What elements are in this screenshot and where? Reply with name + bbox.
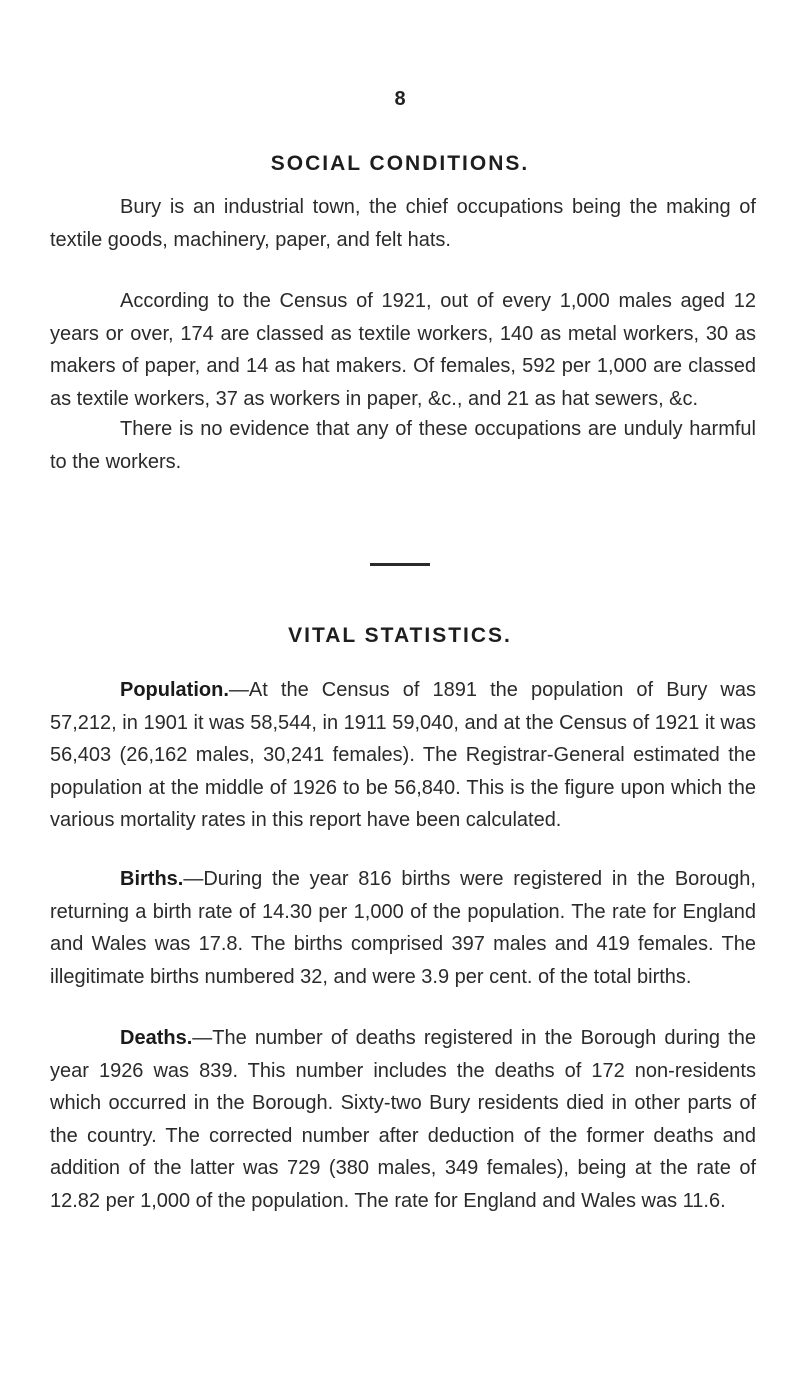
deaths-text: —The number of deaths registered in the Borough during the year 1926 was 839. This number includes the deaths of 172 non-residents which occurred in the Borough. Sixty-two Bury residents died in other parts of the country. The corrected number after deduction of the former deaths and addition of the latter was 729 (380 males, 349 females), being at the rate of 12.82 per 1,000 of the population. The rate for England and Wales was 11.6. [50,1027,756,1212]
paragraph-occupations: Bury is an industrial town, the chief occupations being the making of textile goods, machinery, paper, and felt hats. [50,196,756,251]
births-lead: Births. [120,868,184,890]
heading-social-conditions: SOCIAL CONDITIONS. [270,152,530,175]
births-text: —During the year 816 births were registered in the Borough, returning a birth rate of 14.30 per 1,000 of the population. The rate for England and Wales was 17.8. The births comprised 397 males and 419 females. The illegitimate births numbered 32, and were 3.9 per cent. of the total births. [50,868,756,988]
paragraph-harmful-occupations: There is no evidence that any of these occupations are unduly harmful to the workers. [50,418,756,473]
heading-vital-statistics: VITAL STATISTICS. [288,624,512,647]
paragraph-births [50,863,756,993]
section-divider [370,563,430,566]
paragraph-population [50,674,756,837]
paragraph-deaths [50,1022,756,1217]
page-number: 8 [394,88,406,110]
population-lead: Population. [120,679,229,701]
population-text: —At the Census of 1891 the population of Bury was 57,212, in 1901 it was 58,544, in 1911 59,040, and at the Census of 1921 it was 56,403 (26,162 males, 30,241 females). The Registrar-General estimated the population at the middle of 1926 to be 56,840. This is the figure upon which the various mortality rates in this report have been calculated. [50,679,756,831]
deaths-lead: Deaths. [120,1027,193,1049]
paragraph-census-occupations: According to the Census of 1921, out of every 1,000 males aged 12 years or over, 174 are classed as textile workers, 140 as metal workers, 30 as makers of paper, and 14 as hat makers. Of females, 592 per 1,000 are classed as textile workers, 37 as workers in paper, &c., and 21 as hat sewers, &c. [50,290,756,410]
